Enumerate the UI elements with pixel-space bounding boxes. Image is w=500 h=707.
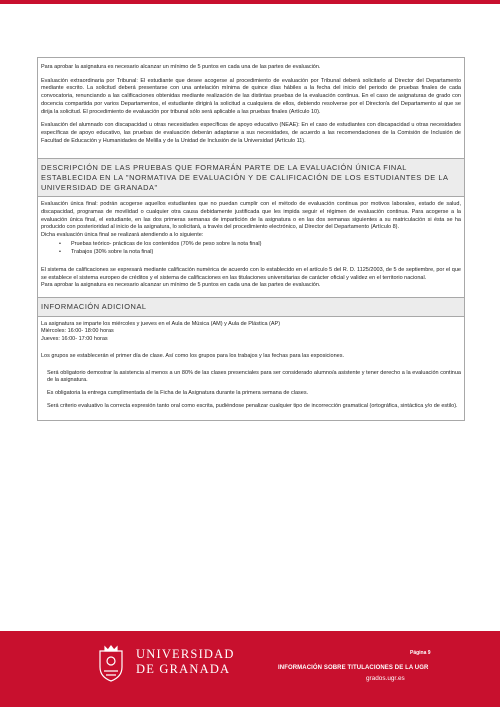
tribunal-paragraph: Evaluación extraordinaria por Tribunal: El estudiante que desee acogerse al procedimiento de evaluación por Tribunal deberá solicitarlo al Director del Departamento mediante escrito. La solicitud deberá presentarse con una antelación mínima de quince días hábiles a la fecha del inicio del periodo de pruebas finales de cada convocatoria, renunciando a las calificaciones obtenidas mediante realización de las distintas pruebas de la evaluación continua. En el caso de asignaturas de grado con docencia compartida por varios Departamentos, el estudiante dirigirá la solicitud a cualquiera de ellos, debiendo resolverse por el Director/a del Departamento al que se dirija la solicitud. El procedimiento de evaluación por tribunal sólo será aplicable a las pruebas finales (Artículo 10). xyxy=(41,77,461,115)
unica-section xyxy=(37,197,465,298)
university-name xyxy=(136,647,235,677)
unica-minimum-note: Para aprobar la asignatura es necesario alcanzar un mínimo de 5 puntos en cada una de las partes de evaluación. xyxy=(41,282,321,289)
unica-section-heading: DESCRIPCIÓN DE LAS PRUEBAS QUE FORMARÁN PARTE DE LA EVALUACIÓN ÚNICA FINAL ESTABLECIDA EN LA "NORMATIVA DE EVALUACIÓN Y DE CALIFICACIÓN DE LOS ESTUDIANTES DE LA UNIVERSIDAD DE GRANADA" xyxy=(37,159,465,197)
top-accent-bar xyxy=(0,0,500,4)
evaluation-rules-section xyxy=(37,57,465,159)
intro-minimum-note: Para aprobar la asignatura es necesario alcanzar un mínimo de 5 puntos en cada una de las partes de evaluación. xyxy=(41,64,321,70)
list-item: • Pruebas teórico- prácticas de los contenidos (70% de peso sobre la nota final) xyxy=(71,240,461,248)
attendance-paragraph: Será obligatorio demostrar la asistencia al menos a un 80% de las clases presenciales para ser considerado alumno/a asistente y tener derecho a la evaluación continua de la asignatura. xyxy=(47,369,461,384)
list-item: • Trabajos (30% sobre la nota final) xyxy=(71,248,461,256)
unica-criteria-intro: Dicha evaluación única final se realizará atendiendo a lo siguiente: xyxy=(41,231,204,238)
info-title: INFORMACIÓN SOBRE TITULACIONES DE LA UGR xyxy=(278,665,429,671)
guide-page xyxy=(37,57,465,421)
site-link[interactable]: grados.ugr.es xyxy=(366,675,405,682)
grading-system-paragraph: El sistema de calificaciones se expresará mediante calificación numérica de acuerdo con lo establecido en el artículo 5 del R. D. 1125/2003, de 5 de septiembre, por el que se establece el sistema europeo de créditos y el sistema de calificaciones en las titulaciones universitarias de carácter oficial y validez en el territorio nacional. xyxy=(41,267,461,281)
university-name-line2: DE GRANADA xyxy=(136,662,231,676)
schedule-paragraph: La asignatura se imparte los miércoles y jueves en el Aula de Música (AM) y Aula de Plástica (AP) xyxy=(41,320,281,327)
university-name-line1: UNIVERSIDAD xyxy=(136,647,235,661)
footer-band xyxy=(0,631,500,707)
university-crest-icon xyxy=(96,643,126,685)
ficha-paragraph: Es obligatoria la entrega cumplimentada de la Ficha de la Asignatura durante la primera semana de clases. xyxy=(47,389,309,396)
expression-paragraph: Será criterio evaluativo la correcta expresión tanto oral como escrita, pudiéndose penalizar cualquier tipo de incorrección gramatical (ortográfica, sintáctica y/o de estilo). xyxy=(47,402,458,409)
neae-paragraph: Evaluación del alumnado con discapacidad u otras necesidades específicas de apoyo educativo (NEAE): En el caso de estudiantes con discapacidad u otras necesidades específicas de apoyo educativo, las pruebas de evaluación deberán adaptarse a sus necesidades, de acuerdo a las recomendaciones de la Comisión de Inclusión de Facultad de Educación y Humanidades de Melilla y de la Unidad de Inclusión de la Universidad (Artículo 11). xyxy=(41,122,461,144)
groups-paragraph: Los grupos se establecerán el primer día de clase. Así como los grupos para los trabajos y las fechas para las exposiciones. xyxy=(41,352,344,359)
adicional-section xyxy=(37,317,465,422)
adicional-section-heading: INFORMACIÓN ADICIONAL xyxy=(37,298,465,317)
schedule-wednesday: Miércoles: 16:00- 18:00 horas xyxy=(41,328,114,335)
unica-criteria-list xyxy=(71,240,461,256)
schedule-thursday: Jueves: 16:00- 17:00 horas xyxy=(41,336,108,343)
unica-paragraph: Evaluación única final: podrán acogerse aquellos estudiantes que no puedan cumplir con el método de evaluación continua por motivos laborales, estado de salud, discapacidad, programas de movilidad o cualquier otra causa debidamente justificada que les impida seguir el régimen de evaluación continua. Para acogerse a la evaluación única final, el estudiante, en las dos primeras semanas de impartición de la asignatura o en las dos semanas siguientes a su matriculación si ésta se ha producido con posterioridad al inicio de la asignatura, lo solicitará, a través del procedimiento electrónico, al Director del Departamento (Artículo 8). xyxy=(41,201,461,231)
page-number: Página 9 xyxy=(410,650,431,656)
